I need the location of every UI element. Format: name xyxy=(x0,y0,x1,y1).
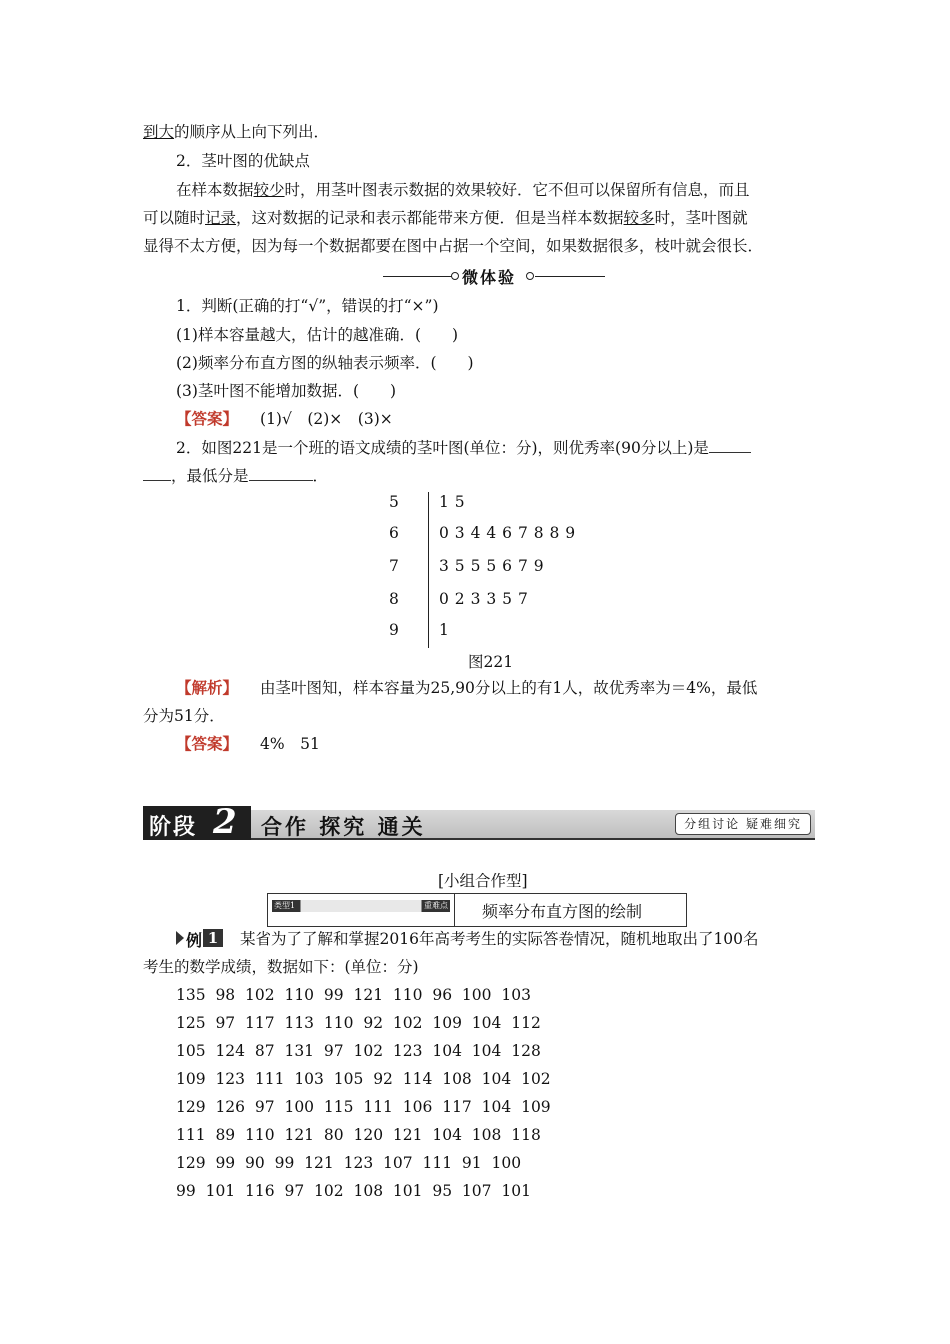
leaf-values: 0 3 4 4 6 7 8 8 9 xyxy=(439,524,576,542)
data-row: 99 101 116 97 102 108 101 95 107 101 xyxy=(176,1182,531,1200)
text: 由茎叶图知，样本容量为25,90分以上的有1人，故优秀率为＝4%，最低 xyxy=(260,679,758,697)
analysis-label: 【解析】 xyxy=(176,678,239,697)
question-2-line-1 xyxy=(176,438,751,458)
stem-value: 6 xyxy=(389,524,399,542)
question-1-3: (3)茎叶图不能增加数据．( ) xyxy=(176,382,397,400)
type-tag-right: 重难点 xyxy=(424,901,448,910)
paragraph-line: 显得不太方便，因为每一个数据都要在图中占据一个空间，如果数据很多，枝叶就会很长． xyxy=(143,237,764,255)
group-label: [小组合作型] xyxy=(438,872,528,890)
intro-line-1 xyxy=(143,122,329,142)
paragraph-line xyxy=(143,208,748,228)
mini-exp-title: 微体验 xyxy=(462,268,517,287)
divider-dot xyxy=(526,272,534,280)
text: ，这对数据的记录和表示都能带来方便．但是当样本数据 xyxy=(236,209,624,227)
text: 时，用茎叶图表示数据的效果较好．它不但可以保留所有信息，而且 xyxy=(284,181,750,199)
stem-value: 9 xyxy=(389,621,399,639)
example-number: 1 xyxy=(203,929,223,947)
question-1-1: (1)样本容量越大，估计的越准确．( ) xyxy=(176,326,459,344)
type-title: 频率分布直方图的绘制 xyxy=(482,902,643,921)
stage-badge xyxy=(143,802,251,842)
question-1-2: (2)频率分布直方图的纵轴表示频率．( ) xyxy=(176,354,474,372)
type-tag-left: 类型1 xyxy=(274,901,296,910)
underlined-text: 到大 xyxy=(143,123,175,141)
data-row: 129 126 97 100 115 111 106 117 104 109 xyxy=(176,1098,551,1116)
example-label: 例 xyxy=(186,931,203,950)
type-box xyxy=(267,893,687,927)
section-tag: 分组讨论 疑难细究 xyxy=(675,813,811,835)
figure-caption: 图221 xyxy=(468,653,514,671)
text: ，最低分是 xyxy=(171,467,249,485)
text: 可以随时 xyxy=(143,209,206,227)
stage-number: 2 xyxy=(213,802,237,842)
text: 在样本数据 xyxy=(176,181,254,199)
fill-blank xyxy=(709,438,751,453)
leaf-values: 3 5 5 5 6 7 9 xyxy=(439,557,545,575)
underlined-text: 较多 xyxy=(623,209,655,227)
triangle-icon xyxy=(176,931,184,945)
answer-text: (1)√ (2)× (3)× xyxy=(260,410,393,428)
leaf-values: 0 2 3 3 5 7 xyxy=(439,590,529,608)
data-row: 109 123 111 103 105 92 114 108 104 102 xyxy=(176,1070,551,1088)
answer-label: 【答案】 xyxy=(176,734,239,753)
answer-text: 4% 51 xyxy=(260,735,320,753)
divider-dot xyxy=(451,272,459,280)
stage-label: 阶段 xyxy=(149,814,198,840)
analysis-line-1 xyxy=(176,678,757,698)
divider-right xyxy=(535,276,605,277)
text: 时，茎叶图就 xyxy=(654,209,748,227)
section-title: 合作 探究 通关 xyxy=(261,814,426,839)
heading-stem-leaf-pros-cons: 2．茎叶图的优缺点 xyxy=(176,152,310,170)
data-row: 105 124 87 131 97 102 123 104 104 128 xyxy=(176,1042,541,1060)
question-2-line-2 xyxy=(143,466,328,486)
text: ． xyxy=(312,467,329,485)
answer-2 xyxy=(176,734,320,754)
answer-1 xyxy=(176,409,393,429)
text: 2．如图221是一个班的语文成绩的茎叶图(单位：分)，则优秀率(90分以上)是 xyxy=(176,439,709,457)
answer-label: 【答案】 xyxy=(176,409,239,428)
stem-value: 5 xyxy=(389,493,399,511)
question-1: 1．判断(正确的打“√”，错误的打“×”) xyxy=(176,297,439,315)
divider-left xyxy=(383,276,453,277)
text: 的顺序从上向下列出． xyxy=(174,123,330,141)
type-box-separator xyxy=(454,894,455,926)
underlined-text: 记录 xyxy=(205,209,237,227)
leaf-values: 1 xyxy=(439,621,450,639)
analysis-line-2: 分为51分． xyxy=(143,707,225,725)
stem-leaf-divider xyxy=(428,492,429,648)
paragraph-line xyxy=(176,180,750,200)
data-row: 135 98 102 110 99 121 110 96 100 103 xyxy=(176,986,531,1004)
stem-value: 8 xyxy=(389,590,399,608)
example-text-2: 考生的数学成绩，数据如下：(单位：分) xyxy=(143,958,419,976)
stem-value: 7 xyxy=(389,557,399,575)
fill-blank xyxy=(143,466,171,481)
data-row: 125 97 117 113 110 92 102 109 104 112 xyxy=(176,1014,541,1032)
data-row: 111 89 110 121 80 120 121 104 108 118 xyxy=(176,1126,541,1144)
fill-blank xyxy=(249,466,313,481)
data-row: 129 99 90 99 121 123 107 111 91 100 xyxy=(176,1154,522,1172)
underlined-text: 较少 xyxy=(253,181,285,199)
leaf-values: 1 5 xyxy=(439,493,466,511)
example-text-1: 某省为了了解和掌握2016年高考考生的实际答卷情况，随机地取出了100名 xyxy=(240,930,759,948)
section-banner xyxy=(143,802,815,842)
